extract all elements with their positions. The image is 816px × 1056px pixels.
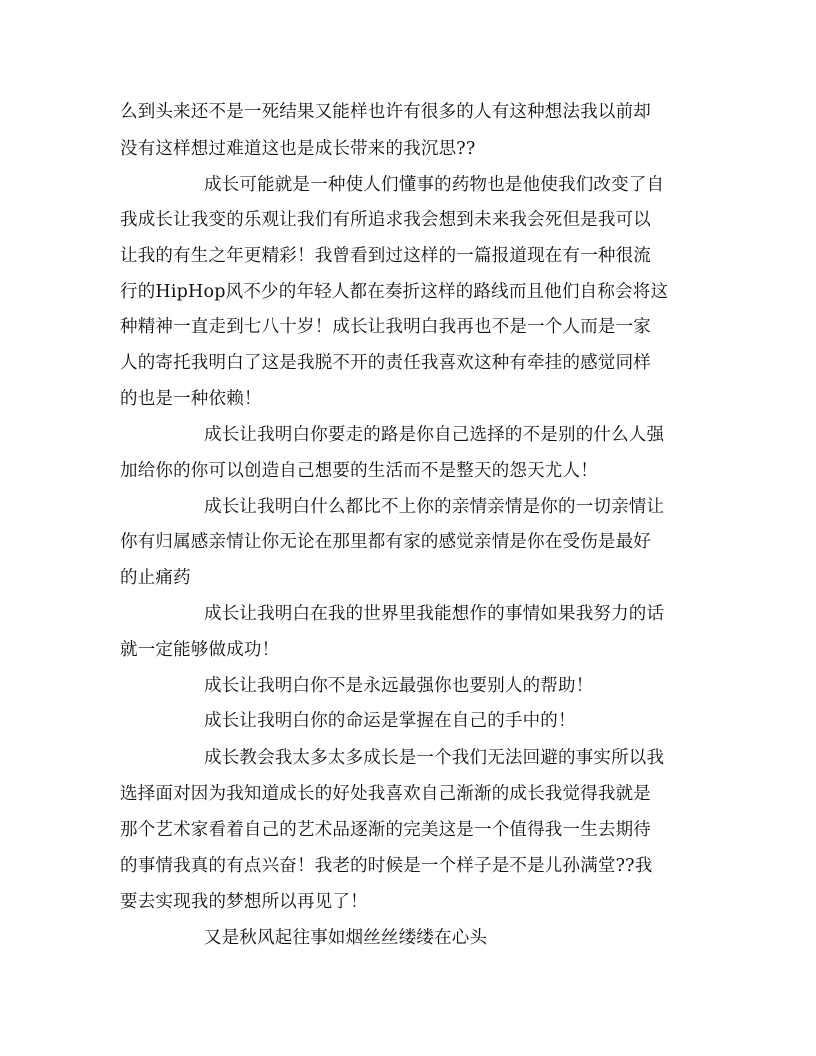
text-line: 的事情我真的有点兴奋！我老的时候是一个样子是不是儿孙满堂??我 <box>120 856 653 876</box>
text-line: 你有归属感亲情让你无论在那里都有家的感觉亲情是你在受伤是最好 <box>120 532 651 552</box>
paragraph-start-line: 成长可能就是一种使人们懂事的药物也是他使我们改变了自 <box>204 175 665 195</box>
text-line: 就一定能够做成功！ <box>120 640 280 660</box>
text-line: 么到头来还不是一死结果又能样也许有很多的人有这种想法我以前却 <box>120 102 651 122</box>
paragraph-start-line: 成长让我明白你的命运是掌握在自己的手中的！ <box>204 711 576 731</box>
paragraph-start-line: 成长让我明白你不是永远最强你也要别人的帮助！ <box>204 676 594 696</box>
text-line: 让我的有生之年更精彩！我曾看到过这样的一篇报道现在有一种很流 <box>120 246 651 266</box>
paragraph-start-line: 又是秋风起往事如烟丝丝缕缕在心头 <box>204 928 488 948</box>
text-line: 没有这样想过难道这也是成长带来的我沉思?? <box>120 139 476 159</box>
text-line: 人的寄托我明白了这是我脱不开的责任我喜欢这种有牵挂的感觉同样 <box>120 353 651 373</box>
text-line: 加给你的你可以创造自己想要的生活而不是整天的怨天尤人！ <box>120 461 598 481</box>
text-line: 那个艺术家看着自己的艺术品逐渐的完美这是一个值得我一生去期待 <box>120 820 651 840</box>
text-line: 种精神一直走到七八十岁！成长让我明白我再也不是一个人而是一家 <box>120 317 651 337</box>
text-line: 的止痛药 <box>120 568 191 588</box>
text-line: 行的HipHop风不少的年轻人都在奏折这样的路线而且他们自称会将这 <box>120 282 669 302</box>
paragraph-start-line: 成长让我明白你要走的路是你自己选择的不是别的什么人强 <box>204 425 665 445</box>
paragraph-start-line: 成长教会我太多太多成长是一个我们无法回避的事实所以我 <box>204 748 665 768</box>
text-line: 的也是一种依赖！ <box>120 389 262 409</box>
text-line: 要去实现我的梦想所以再见了！ <box>120 892 368 912</box>
text-line: 我成长让我变的乐观让我们有所追求我会想到未来我会死但是我可以 <box>120 210 651 230</box>
paragraph-start-line: 成长让我明白什么都比不上你的亲情亲情是你的一切亲情让 <box>204 497 665 517</box>
text-line: 选择面对因为我知道成长的好处我喜欢自己渐渐的成长我觉得我就是 <box>120 784 651 804</box>
paragraph-start-line: 成长让我明白在我的世界里我能想作的事情如果我努力的话 <box>204 604 665 624</box>
